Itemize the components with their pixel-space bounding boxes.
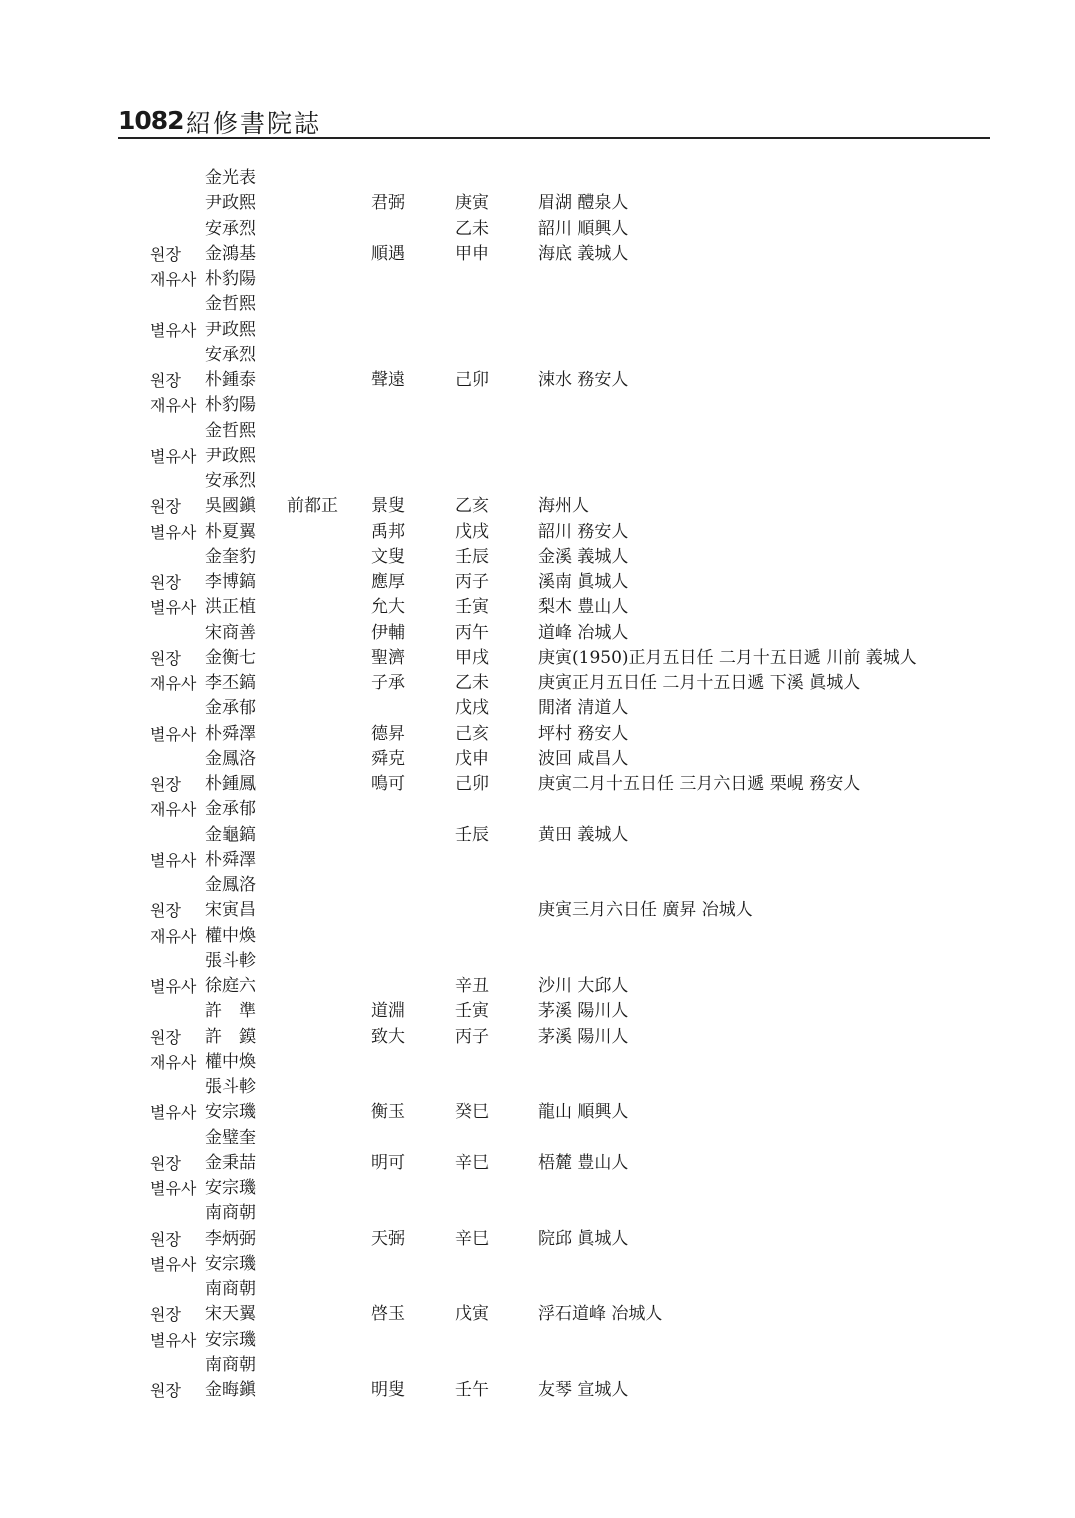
person-name: 朴夏翼 xyxy=(205,521,256,542)
role-label: 재유사 xyxy=(150,270,197,289)
person-name: 許 鏌 xyxy=(205,1026,256,1047)
note-text: 庚寅三月六日任 廣昇 冶城人 xyxy=(538,900,753,921)
courtesy-name: 致大 xyxy=(371,1026,405,1047)
person-name: 權中煥 xyxy=(205,925,256,946)
role-label: 원장 xyxy=(150,1229,181,1249)
person-name: 金晦鎭 xyxy=(205,1380,256,1400)
role-label: 원장 xyxy=(150,1153,181,1173)
note-text: 龍山 順興人 xyxy=(538,1102,629,1123)
person-name: 金承郁 xyxy=(205,799,256,820)
person-name: 南商朝 xyxy=(205,1354,256,1375)
person-name: 安承烈 xyxy=(205,471,256,491)
note-text: 黄田 義城人 xyxy=(538,824,629,845)
courtesy-name: 德昇 xyxy=(371,723,405,744)
note-text: 海州人 xyxy=(538,496,589,517)
roster-row xyxy=(0,1353,1000,1378)
roster-row xyxy=(0,1126,1000,1151)
note-text: 眉湖 醴泉人 xyxy=(538,193,629,214)
roster-row xyxy=(0,419,1000,444)
role-label: 원장 xyxy=(150,573,181,592)
birth-year: 壬寅 xyxy=(455,597,489,618)
roster-row xyxy=(0,1025,1000,1050)
birth-year: 戊寅 xyxy=(455,1304,489,1325)
person-name: 金哲熙 xyxy=(205,420,256,441)
roster-row xyxy=(0,873,1000,898)
roster-row xyxy=(0,469,1000,494)
birth-year: 甲申 xyxy=(455,243,489,264)
roster-row xyxy=(0,494,1000,519)
courtesy-name: 景叟 xyxy=(371,496,405,517)
note-text: 閒渚 清道人 xyxy=(538,698,629,719)
roster-row xyxy=(0,393,1000,418)
courtesy-name: 天弼 xyxy=(371,1228,405,1249)
note-text: 浮石道峰 冶城人 xyxy=(538,1304,663,1325)
person-name: 宋商善 xyxy=(205,622,256,643)
note-text: 茅溪 陽川人 xyxy=(538,1026,629,1047)
person-name: 南商朝 xyxy=(205,1279,256,1299)
role-label: 별유사 xyxy=(150,1330,197,1350)
birth-year: 壬辰 xyxy=(455,546,489,567)
birth-year: 戊戌 xyxy=(455,521,489,542)
roster-row xyxy=(0,1075,1000,1100)
roster-row xyxy=(0,1151,1000,1176)
header-rule xyxy=(118,137,990,139)
courtesy-name: 允大 xyxy=(371,597,405,618)
note-text: 韶川 順興人 xyxy=(538,218,629,239)
birth-year: 辛巳 xyxy=(455,1152,489,1173)
role-label: 별유사 xyxy=(150,1103,197,1123)
role-label: 원장 xyxy=(150,648,181,668)
roster-row xyxy=(0,797,1000,822)
courtesy-name: 衡玉 xyxy=(371,1102,405,1123)
birth-year: 辛丑 xyxy=(455,976,489,996)
roster-row xyxy=(0,368,1000,393)
book-title: 紹修書院誌 xyxy=(186,109,322,138)
courtesy-name: 禹邦 xyxy=(371,521,405,542)
birth-year: 癸巳 xyxy=(455,1102,489,1123)
note-text: 沙川 大邱人 xyxy=(538,976,629,996)
birth-year: 丙午 xyxy=(455,622,489,643)
person-name: 朴豹陽 xyxy=(205,395,256,416)
roster-row xyxy=(0,1328,1000,1353)
roster-row xyxy=(0,570,1000,595)
role-label: 원장 xyxy=(150,244,181,264)
roster-row xyxy=(0,595,1000,620)
roster-row xyxy=(0,545,1000,570)
person-name: 李博鎬 xyxy=(205,572,256,592)
courtesy-name: 聖濟 xyxy=(371,647,405,668)
page-header xyxy=(118,104,990,140)
note-text: 海底 義城人 xyxy=(538,243,629,264)
roster-row xyxy=(0,747,1000,772)
roster-row xyxy=(0,1302,1000,1327)
roster-row xyxy=(0,772,1000,797)
person-name: 安宗璣 xyxy=(205,1329,256,1350)
person-name: 金鴻基 xyxy=(205,243,256,264)
role-label: 원장 xyxy=(150,775,181,794)
person-name: 朴鍾泰 xyxy=(205,370,256,390)
roster-row xyxy=(0,974,1000,999)
courtesy-name: 明叟 xyxy=(371,1380,405,1400)
courtesy-name: 順遇 xyxy=(371,243,405,264)
birth-year: 丙子 xyxy=(455,572,489,592)
role-label: 원장 xyxy=(150,497,181,517)
courtesy-name: 應厚 xyxy=(371,572,405,592)
birth-year: 壬辰 xyxy=(455,824,489,845)
note-text: 院邱 眞城人 xyxy=(538,1228,629,1249)
birth-year: 己亥 xyxy=(455,723,489,744)
birth-year: 辛巳 xyxy=(455,1228,489,1249)
roster-row xyxy=(0,1100,1000,1125)
roster-row xyxy=(0,848,1000,873)
person-name: 金光表 xyxy=(205,168,256,188)
person-name: 金衡七 xyxy=(205,647,256,668)
person-name: 金鳳洛 xyxy=(205,748,256,769)
role-label: 재유사 xyxy=(150,396,197,416)
note-text: 茅溪 陽川人 xyxy=(538,1001,629,1022)
birth-year: 乙亥 xyxy=(455,496,489,517)
person-name: 金奎豹 xyxy=(205,546,256,567)
person-name: 尹政熙 xyxy=(205,445,256,466)
roster-row xyxy=(0,696,1000,721)
role-label: 별유사 xyxy=(150,850,197,870)
courtesy-name: 舜克 xyxy=(371,748,405,769)
person-name: 張斗軫 xyxy=(205,1077,256,1097)
person-name: 朴豹陽 xyxy=(205,269,256,289)
person-name: 張斗軫 xyxy=(205,950,256,971)
person-name: 宋寅昌 xyxy=(205,900,256,921)
roster-row xyxy=(0,646,1000,671)
role-label: 원장 xyxy=(150,901,181,921)
person-name: 朴鍾鳳 xyxy=(205,774,256,794)
courtesy-name: 文叟 xyxy=(371,546,405,567)
person-name: 朴舜澤 xyxy=(205,723,256,744)
person-name: 金秉喆 xyxy=(205,1152,256,1173)
courtesy-name: 君弼 xyxy=(371,193,405,214)
role-label: 원장 xyxy=(150,1381,181,1400)
note-text: 友琴 宣城人 xyxy=(538,1380,629,1400)
role-label: 별유사 xyxy=(150,724,197,744)
birth-year: 庚寅 xyxy=(455,193,489,214)
roster-row xyxy=(0,267,1000,292)
page-number: 1082 xyxy=(118,106,184,135)
roster-row xyxy=(0,292,1000,317)
roster-row xyxy=(0,722,1000,747)
person-name: 權中煥 xyxy=(205,1051,256,1072)
person-name: 尹政熙 xyxy=(205,193,256,214)
birth-year: 戊戌 xyxy=(455,698,489,719)
roster-row xyxy=(0,949,1000,974)
roster-row xyxy=(0,520,1000,545)
person-name: 朴舜澤 xyxy=(205,849,256,870)
role-label: 별유사 xyxy=(150,522,197,542)
courtesy-name: 子承 xyxy=(371,673,405,693)
person-name: 安宗璣 xyxy=(205,1253,256,1274)
roster-row xyxy=(0,191,1000,216)
person-name: 安宗璣 xyxy=(205,1178,256,1198)
birth-year: 壬寅 xyxy=(455,1001,489,1022)
person-name: 徐庭六 xyxy=(205,976,256,996)
official-title: 前都正 xyxy=(287,496,338,517)
roster-row xyxy=(0,1378,1000,1403)
birth-year: 丙子 xyxy=(455,1026,489,1047)
person-name: 金璧奎 xyxy=(205,1127,256,1148)
note-text: 梧麓 豊山人 xyxy=(538,1152,629,1173)
roster-row xyxy=(0,343,1000,368)
birth-year: 己卯 xyxy=(455,370,489,390)
person-name: 金哲熙 xyxy=(205,294,256,315)
roster-row xyxy=(0,621,1000,646)
note-text: 梨木 豊山人 xyxy=(538,597,629,618)
roster-row xyxy=(0,999,1000,1024)
person-name: 李炳弼 xyxy=(205,1228,256,1249)
roster-row xyxy=(0,823,1000,848)
role-label: 재유사 xyxy=(150,800,197,820)
courtesy-name: 伊輔 xyxy=(371,622,405,643)
role-label: 재유사 xyxy=(150,1052,197,1072)
person-name: 尹政熙 xyxy=(205,319,256,340)
roster-row xyxy=(0,166,1000,191)
person-name: 吳國鎭 xyxy=(205,496,256,517)
roster-row xyxy=(0,898,1000,923)
roster-row xyxy=(0,1201,1000,1226)
role-label: 별유사 xyxy=(150,1254,197,1274)
note-text: 庚寅二月十五日任 三月六日遞 栗峴 務安人 xyxy=(538,774,861,794)
person-name: 金鳳洛 xyxy=(205,875,256,895)
person-name: 李丕鎬 xyxy=(205,673,256,693)
note-text: 坪村 務安人 xyxy=(538,723,629,744)
roster-row xyxy=(0,1176,1000,1201)
role-label: 별유사 xyxy=(150,1179,197,1198)
note-text: 道峰 冶城人 xyxy=(538,622,629,643)
courtesy-name: 聲遠 xyxy=(371,370,405,390)
role-label: 별유사 xyxy=(150,977,197,996)
birth-year: 己卯 xyxy=(455,774,489,794)
roster-row xyxy=(0,217,1000,242)
role-label: 별유사 xyxy=(150,446,197,466)
roster-row xyxy=(0,1227,1000,1252)
role-label: 별유사 xyxy=(150,598,197,618)
role-label: 원장 xyxy=(150,1027,181,1047)
note-text: 庚寅正月五日任 二月十五日遞 下溪 眞城人 xyxy=(538,673,861,693)
person-name: 安承烈 xyxy=(205,218,256,239)
courtesy-name: 道淵 xyxy=(371,1001,405,1022)
birth-year: 戊申 xyxy=(455,748,489,769)
birth-year: 乙未 xyxy=(455,673,489,693)
roster-row xyxy=(0,1050,1000,1075)
person-name: 南商朝 xyxy=(205,1203,256,1224)
roster-row xyxy=(0,924,1000,949)
roster-row xyxy=(0,318,1000,343)
birth-year: 甲戌 xyxy=(455,647,489,668)
person-name: 許 準 xyxy=(205,1001,256,1022)
person-name: 洪正植 xyxy=(205,597,256,618)
role-label: 별유사 xyxy=(150,320,197,340)
person-name: 金龜鎬 xyxy=(205,824,256,845)
roster-row xyxy=(0,671,1000,696)
person-name: 安宗璣 xyxy=(205,1102,256,1123)
person-name: 金承郁 xyxy=(205,698,256,719)
courtesy-name: 明可 xyxy=(371,1152,405,1173)
courtesy-name: 鳴可 xyxy=(371,774,405,794)
roster-row xyxy=(0,242,1000,267)
role-label: 재유사 xyxy=(150,674,197,693)
person-name: 安承烈 xyxy=(205,344,256,365)
birth-year: 乙未 xyxy=(455,218,489,239)
birth-year: 壬午 xyxy=(455,1380,489,1400)
role-label: 원장 xyxy=(150,371,181,390)
note-text: 溪南 眞城人 xyxy=(538,572,629,592)
person-name: 宋天翼 xyxy=(205,1304,256,1325)
courtesy-name: 啓玉 xyxy=(371,1304,405,1325)
roster-row xyxy=(0,444,1000,469)
note-text: 庚寅(1950)正月五日任 二月十五日遞 川前 義城人 xyxy=(538,647,917,668)
note-text: 韶川 務安人 xyxy=(538,521,629,542)
note-text: 波回 咸昌人 xyxy=(538,748,629,769)
roster-row xyxy=(0,1277,1000,1302)
role-label: 원장 xyxy=(150,1305,181,1325)
roster-row xyxy=(0,1252,1000,1277)
note-text: 金溪 義城人 xyxy=(538,546,629,567)
role-label: 재유사 xyxy=(150,926,197,946)
note-text: 涑水 務安人 xyxy=(538,370,629,390)
